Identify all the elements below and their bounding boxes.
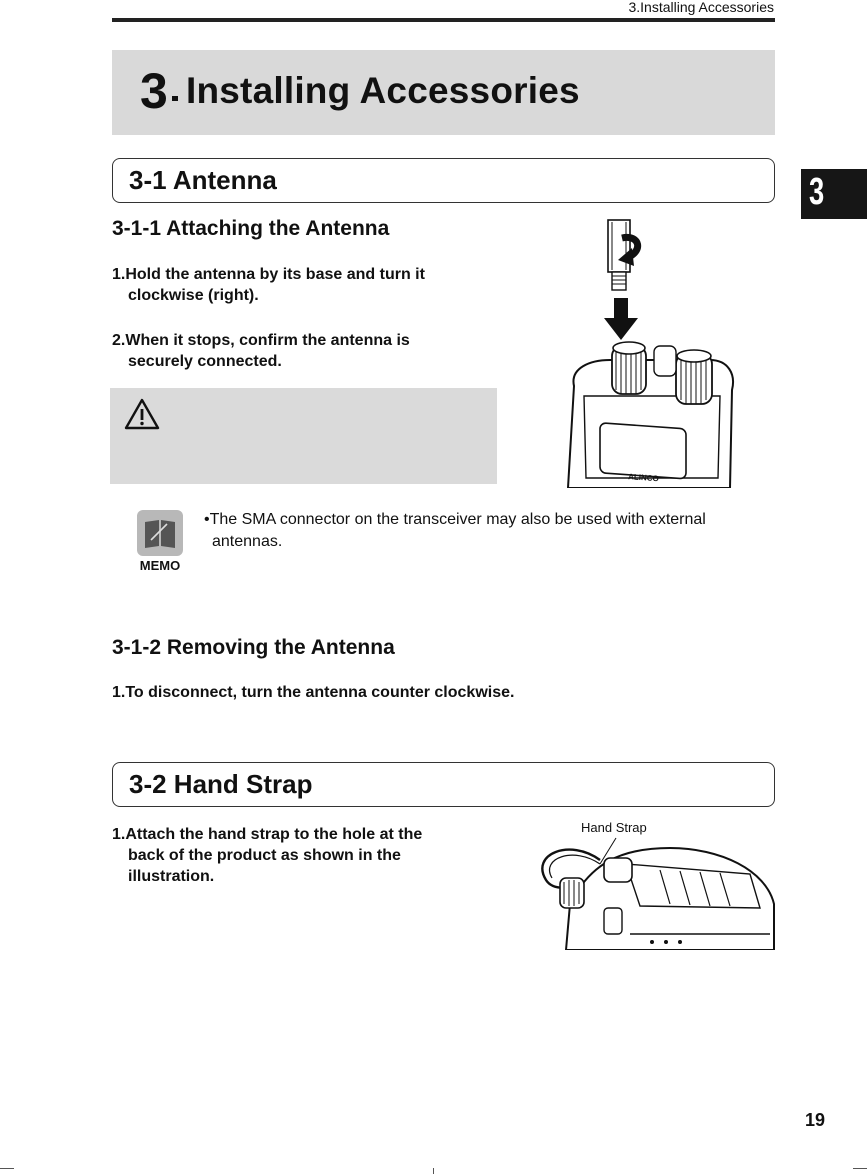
crop-mark-right — [853, 1168, 867, 1169]
section-title-antenna: 3-1 Antenna — [129, 165, 277, 195]
chapter-dot — [172, 96, 178, 101]
chapter-title: Installing Accessories — [186, 70, 580, 111]
step-attach-2-line1: 2.When it stops, confirm the antenna is — [112, 332, 410, 349]
subsection-title-removing: 3-1-2 Removing the Antenna — [112, 636, 395, 659]
running-header: 3.Installing Accessories — [628, 0, 774, 15]
hand-strap-illustration — [530, 834, 778, 950]
step-strap-1-line3: illustration. — [128, 868, 215, 885]
step-strap-1 — [112, 824, 492, 887]
hand-strap-figure-label: Hand Strap — [581, 820, 647, 835]
header-rule — [112, 18, 775, 22]
step-attach-2-line2: securely connected. — [128, 353, 282, 370]
memo-icon — [137, 510, 183, 556]
subsection-title-attaching: 3-1-1 Attaching the Antenna — [112, 217, 390, 240]
side-tab-number: 3 — [809, 171, 825, 213]
page-number: 19 — [804, 1110, 825, 1130]
radio-brand-label: ALINCO — [627, 472, 660, 484]
step-remove-1: 1.To disconnect, turn the antenna counter clockwise. — [112, 684, 515, 701]
chapter-side-tab — [801, 169, 867, 219]
crop-mark-center — [433, 1168, 434, 1174]
step-strap-1-line1: 1.Attach the hand strap to the hole at the — [112, 826, 423, 843]
section-header-antenna — [112, 158, 775, 203]
step-strap-1-line2: back of the product as shown in the — [128, 847, 401, 864]
step-attach-2 — [112, 330, 492, 372]
step-attach-1-line1: 1.Hold the antenna by its base and turn it — [112, 266, 425, 283]
crop-mark-left — [0, 1168, 14, 1169]
step-attach-1 — [112, 264, 492, 306]
memo-note-line1: •The SMA connector on the transceiver may also be used with external — [204, 511, 706, 528]
step-attach-1-line2: clockwise (right). — [128, 287, 259, 304]
section-header-hand-strap — [112, 762, 775, 807]
memo-note — [204, 509, 779, 553]
section-title-hand-strap: 3-2 Hand Strap — [129, 769, 313, 799]
chapter-number: 3 — [140, 63, 168, 119]
antenna-attach-illustration — [560, 218, 740, 488]
memo-note-line2: antennas. — [212, 533, 283, 550]
caution-box — [110, 388, 497, 484]
memo-label: MEMO — [139, 558, 181, 573]
warning-icon — [124, 398, 160, 430]
